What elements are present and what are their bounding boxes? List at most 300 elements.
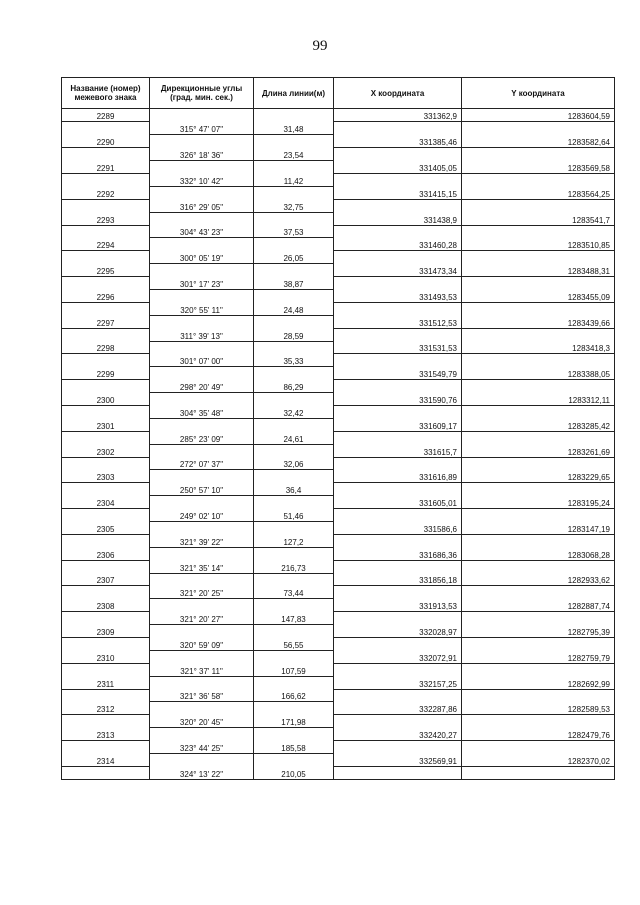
empty-name-cell bbox=[62, 405, 150, 418]
table-row bbox=[62, 586, 615, 599]
direction-angle-cell: 304° 35' 48" bbox=[150, 405, 254, 418]
y-coordinate-cell: 1283285,42 bbox=[462, 418, 615, 431]
empty-name-cell bbox=[62, 663, 150, 676]
point-name-cell: 2301 bbox=[62, 418, 150, 431]
empty-name-cell bbox=[62, 483, 150, 496]
direction-angle-cell: 272° 07' 37" bbox=[150, 457, 254, 470]
y-coordinate-cell: 1282479,76 bbox=[462, 728, 615, 741]
empty-angle-cell bbox=[150, 676, 254, 689]
y-coordinate-cell: 1283455,09 bbox=[462, 289, 615, 302]
empty-y-cell bbox=[462, 277, 615, 290]
empty-angle-cell bbox=[150, 212, 254, 225]
line-length-cell: 171,98 bbox=[254, 715, 334, 728]
header-direction-angle: Дирекционные углы (град. мин. сек.) bbox=[150, 78, 254, 109]
boundary-points-table bbox=[61, 77, 615, 780]
table-row bbox=[62, 405, 615, 418]
empty-angle-cell bbox=[150, 341, 254, 354]
empty-name-cell bbox=[62, 741, 150, 754]
table-row bbox=[62, 199, 615, 212]
empty-angle-cell bbox=[150, 573, 254, 586]
y-coordinate-cell: 1283312,11 bbox=[462, 393, 615, 406]
line-length-cell: 28,59 bbox=[254, 328, 334, 341]
y-coordinate-cell: 1282887,74 bbox=[462, 599, 615, 612]
direction-angle-cell: 323° 44' 25" bbox=[150, 741, 254, 754]
table-row bbox=[62, 122, 615, 135]
empty-length-cell bbox=[254, 212, 334, 225]
empty-name-cell bbox=[62, 457, 150, 470]
empty-length-cell bbox=[254, 109, 334, 122]
empty-angle-cell bbox=[150, 264, 254, 277]
empty-name-cell bbox=[62, 715, 150, 728]
table-row bbox=[62, 328, 615, 341]
table-row bbox=[62, 264, 615, 277]
empty-name-cell bbox=[62, 534, 150, 547]
x-coordinate-cell: 332028,97 bbox=[334, 625, 462, 638]
table-row bbox=[62, 354, 615, 367]
x-coordinate-cell: 332420,27 bbox=[334, 728, 462, 741]
empty-name-cell bbox=[62, 302, 150, 315]
empty-length-cell bbox=[254, 418, 334, 431]
table-row bbox=[62, 702, 615, 715]
empty-length-cell bbox=[254, 650, 334, 663]
table-row bbox=[62, 173, 615, 186]
table-row bbox=[62, 650, 615, 663]
empty-y-cell bbox=[462, 689, 615, 702]
empty-x-cell bbox=[334, 173, 462, 186]
x-coordinate-cell: 331460,28 bbox=[334, 238, 462, 251]
point-name-cell: 2305 bbox=[62, 522, 150, 535]
header-point-name: Название (номер) межевого знака bbox=[62, 78, 150, 109]
empty-angle-cell bbox=[150, 754, 254, 767]
table-row bbox=[62, 393, 615, 406]
x-coordinate-cell: 331686,36 bbox=[334, 547, 462, 560]
point-name-cell: 2312 bbox=[62, 702, 150, 715]
empty-length-cell bbox=[254, 341, 334, 354]
point-name-cell: 2299 bbox=[62, 367, 150, 380]
table-row bbox=[62, 302, 615, 315]
y-coordinate-cell: 1283439,66 bbox=[462, 315, 615, 328]
empty-length-cell bbox=[254, 289, 334, 302]
empty-x-cell bbox=[334, 612, 462, 625]
y-coordinate-cell: 1283388,05 bbox=[462, 367, 615, 380]
table-row bbox=[62, 251, 615, 264]
empty-x-cell bbox=[334, 302, 462, 315]
line-length-cell: 51,46 bbox=[254, 509, 334, 522]
table-row bbox=[62, 380, 615, 393]
empty-y-cell bbox=[462, 199, 615, 212]
empty-angle-cell bbox=[150, 625, 254, 638]
empty-y-cell bbox=[462, 457, 615, 470]
empty-name-cell bbox=[62, 122, 150, 135]
table-row bbox=[62, 625, 615, 638]
direction-angle-cell: 316° 29' 05" bbox=[150, 199, 254, 212]
empty-name-cell bbox=[62, 380, 150, 393]
empty-length-cell bbox=[254, 547, 334, 560]
empty-length-cell bbox=[254, 315, 334, 328]
direction-angle-cell: 249° 02' 10" bbox=[150, 509, 254, 522]
empty-length-cell bbox=[254, 444, 334, 457]
empty-x-cell bbox=[334, 689, 462, 702]
empty-y-cell bbox=[462, 638, 615, 651]
empty-y-cell bbox=[462, 405, 615, 418]
empty-length-cell bbox=[254, 186, 334, 199]
direction-angle-cell: 320° 59' 09" bbox=[150, 638, 254, 651]
x-coordinate-cell: 331549,79 bbox=[334, 367, 462, 380]
empty-y-cell bbox=[462, 715, 615, 728]
empty-y-cell bbox=[462, 534, 615, 547]
direction-angle-cell: 298° 20' 49" bbox=[150, 380, 254, 393]
empty-angle-cell bbox=[150, 444, 254, 457]
line-length-cell: 24,48 bbox=[254, 302, 334, 315]
direction-angle-cell: 321° 35' 14" bbox=[150, 560, 254, 573]
x-coordinate-cell: 331615,7 bbox=[334, 444, 462, 457]
empty-name-cell bbox=[62, 509, 150, 522]
y-coordinate-cell: 1283147,19 bbox=[462, 522, 615, 535]
empty-x-cell bbox=[334, 483, 462, 496]
y-coordinate-cell: 1283068,28 bbox=[462, 547, 615, 560]
table-row bbox=[62, 161, 615, 174]
table-row bbox=[62, 522, 615, 535]
point-name-cell: 2300 bbox=[62, 393, 150, 406]
empty-y-cell bbox=[462, 122, 615, 135]
y-coordinate-cell: 1283582,64 bbox=[462, 135, 615, 148]
y-coordinate-cell: 1283418,3 bbox=[462, 341, 615, 354]
table-row bbox=[62, 741, 615, 754]
table-row bbox=[62, 315, 615, 328]
table-row bbox=[62, 663, 615, 676]
x-coordinate-cell: 331493,53 bbox=[334, 289, 462, 302]
line-length-cell: 166,62 bbox=[254, 689, 334, 702]
empty-x-cell bbox=[334, 431, 462, 444]
table-row bbox=[62, 509, 615, 522]
x-coordinate-cell: 331609,17 bbox=[334, 418, 462, 431]
table-row bbox=[62, 109, 615, 122]
line-length-cell: 56,55 bbox=[254, 638, 334, 651]
empty-x-cell bbox=[334, 560, 462, 573]
x-coordinate-cell: 332287,86 bbox=[334, 702, 462, 715]
empty-x-cell bbox=[334, 638, 462, 651]
empty-name-cell bbox=[62, 354, 150, 367]
line-length-cell: 35,33 bbox=[254, 354, 334, 367]
empty-angle-cell bbox=[150, 367, 254, 380]
y-coordinate-cell: 1282370,02 bbox=[462, 754, 615, 767]
point-name-cell: 2293 bbox=[62, 212, 150, 225]
direction-angle-cell: 321° 37' 11" bbox=[150, 663, 254, 676]
y-coordinate-cell: 1283261,69 bbox=[462, 444, 615, 457]
empty-angle-cell bbox=[150, 496, 254, 509]
empty-length-cell bbox=[254, 625, 334, 638]
x-coordinate-cell: 331913,53 bbox=[334, 599, 462, 612]
line-length-cell: 210,05 bbox=[254, 766, 334, 779]
table-row bbox=[62, 238, 615, 251]
empty-length-cell bbox=[254, 367, 334, 380]
point-name-cell: 2314 bbox=[62, 754, 150, 767]
y-coordinate-cell: 1283569,58 bbox=[462, 161, 615, 174]
direction-angle-cell: 311° 39' 13" bbox=[150, 328, 254, 341]
table-row bbox=[62, 431, 615, 444]
direction-angle-cell: 300° 05' 19" bbox=[150, 251, 254, 264]
y-coordinate-cell: 1283541,7 bbox=[462, 212, 615, 225]
table-header-row bbox=[62, 78, 615, 109]
table-row bbox=[62, 612, 615, 625]
empty-x-cell bbox=[334, 766, 462, 779]
empty-length-cell bbox=[254, 393, 334, 406]
empty-angle-cell bbox=[150, 289, 254, 302]
table-row bbox=[62, 135, 615, 148]
table-row bbox=[62, 534, 615, 547]
y-coordinate-cell: 1283229,65 bbox=[462, 470, 615, 483]
table-row bbox=[62, 186, 615, 199]
point-name-cell: 2290 bbox=[62, 135, 150, 148]
empty-y-cell bbox=[462, 431, 615, 444]
empty-y-cell bbox=[462, 483, 615, 496]
empty-y-cell bbox=[462, 173, 615, 186]
point-name-cell: 2291 bbox=[62, 161, 150, 174]
line-length-cell: 38,87 bbox=[254, 277, 334, 290]
empty-name-cell bbox=[62, 689, 150, 702]
header-x-coordinate: X координата bbox=[334, 78, 462, 109]
line-length-cell: 73,44 bbox=[254, 586, 334, 599]
empty-angle-cell bbox=[150, 135, 254, 148]
line-length-cell: 107,59 bbox=[254, 663, 334, 676]
line-length-cell: 216,73 bbox=[254, 560, 334, 573]
empty-angle-cell bbox=[150, 599, 254, 612]
empty-length-cell bbox=[254, 702, 334, 715]
direction-angle-cell: 304° 43' 23" bbox=[150, 225, 254, 238]
empty-y-cell bbox=[462, 302, 615, 315]
table-row bbox=[62, 225, 615, 238]
empty-y-cell bbox=[462, 766, 615, 779]
table-row bbox=[62, 418, 615, 431]
y-coordinate-cell: 1282759,79 bbox=[462, 650, 615, 663]
empty-name-cell bbox=[62, 251, 150, 264]
direction-angle-cell: 285° 23' 09" bbox=[150, 431, 254, 444]
line-length-cell: 36,4 bbox=[254, 483, 334, 496]
empty-y-cell bbox=[462, 251, 615, 264]
empty-name-cell bbox=[62, 173, 150, 186]
y-coordinate-cell: 1283488,31 bbox=[462, 264, 615, 277]
point-name-cell: 2296 bbox=[62, 289, 150, 302]
empty-length-cell bbox=[254, 496, 334, 509]
line-length-cell: 185,58 bbox=[254, 741, 334, 754]
direction-angle-cell: 321° 20' 27" bbox=[150, 612, 254, 625]
empty-y-cell bbox=[462, 328, 615, 341]
y-coordinate-cell: 1283195,24 bbox=[462, 496, 615, 509]
empty-x-cell bbox=[334, 586, 462, 599]
empty-name-cell bbox=[62, 612, 150, 625]
table-row bbox=[62, 638, 615, 651]
empty-name-cell bbox=[62, 638, 150, 651]
point-name-cell: 2308 bbox=[62, 599, 150, 612]
empty-angle-cell bbox=[150, 547, 254, 560]
empty-name-cell bbox=[62, 560, 150, 573]
empty-x-cell bbox=[334, 328, 462, 341]
y-coordinate-cell: 1282795,39 bbox=[462, 625, 615, 638]
y-coordinate-cell: 1282692,99 bbox=[462, 676, 615, 689]
empty-length-cell bbox=[254, 264, 334, 277]
point-name-cell: 2303 bbox=[62, 470, 150, 483]
point-name-cell: 2307 bbox=[62, 573, 150, 586]
empty-angle-cell bbox=[150, 650, 254, 663]
point-name-cell: 2292 bbox=[62, 186, 150, 199]
empty-x-cell bbox=[334, 251, 462, 264]
y-coordinate-cell: 1283510,85 bbox=[462, 238, 615, 251]
table-row bbox=[62, 341, 615, 354]
empty-angle-cell bbox=[150, 418, 254, 431]
empty-x-cell bbox=[334, 405, 462, 418]
line-length-cell: 24,61 bbox=[254, 431, 334, 444]
empty-name-cell bbox=[62, 148, 150, 161]
x-coordinate-cell: 331385,46 bbox=[334, 135, 462, 148]
table-row bbox=[62, 573, 615, 586]
table-row bbox=[62, 728, 615, 741]
line-length-cell: 26,05 bbox=[254, 251, 334, 264]
table-body bbox=[62, 109, 615, 780]
direction-angle-cell: 321° 20' 25" bbox=[150, 586, 254, 599]
empty-y-cell bbox=[462, 509, 615, 522]
empty-name-cell bbox=[62, 586, 150, 599]
direction-angle-cell: 321° 36' 58" bbox=[150, 689, 254, 702]
empty-x-cell bbox=[334, 509, 462, 522]
empty-length-cell bbox=[254, 522, 334, 535]
empty-x-cell bbox=[334, 354, 462, 367]
empty-y-cell bbox=[462, 560, 615, 573]
empty-x-cell bbox=[334, 663, 462, 676]
x-coordinate-cell: 332157,25 bbox=[334, 676, 462, 689]
point-name-cell: 2311 bbox=[62, 676, 150, 689]
empty-name-cell bbox=[62, 225, 150, 238]
empty-angle-cell bbox=[150, 522, 254, 535]
line-length-cell: 86,29 bbox=[254, 380, 334, 393]
table-row bbox=[62, 470, 615, 483]
x-coordinate-cell: 331405,05 bbox=[334, 161, 462, 174]
direction-angle-cell: 332° 10' 42" bbox=[150, 173, 254, 186]
empty-length-cell bbox=[254, 470, 334, 483]
x-coordinate-cell: 331438,9 bbox=[334, 212, 462, 225]
empty-x-cell bbox=[334, 148, 462, 161]
x-coordinate-cell: 332569,91 bbox=[334, 754, 462, 767]
empty-angle-cell bbox=[150, 186, 254, 199]
direction-angle-cell: 320° 20' 45" bbox=[150, 715, 254, 728]
y-coordinate-cell: 1283564,25 bbox=[462, 186, 615, 199]
table-row bbox=[62, 547, 615, 560]
empty-name-cell bbox=[62, 199, 150, 212]
point-name-cell: 2310 bbox=[62, 650, 150, 663]
point-name-cell: 2306 bbox=[62, 547, 150, 560]
table-row bbox=[62, 148, 615, 161]
direction-angle-cell: 326° 18' 36" bbox=[150, 148, 254, 161]
line-length-cell: 32,06 bbox=[254, 457, 334, 470]
empty-y-cell bbox=[462, 225, 615, 238]
empty-x-cell bbox=[334, 741, 462, 754]
header-line-length: Длина линии(м) bbox=[254, 78, 334, 109]
table-row bbox=[62, 715, 615, 728]
page-number: 99 bbox=[312, 38, 328, 54]
line-length-cell: 11,42 bbox=[254, 173, 334, 186]
empty-length-cell bbox=[254, 573, 334, 586]
x-coordinate-cell: 331473,34 bbox=[334, 264, 462, 277]
empty-name-cell bbox=[62, 328, 150, 341]
direction-angle-cell: 315° 47' 07" bbox=[150, 122, 254, 135]
y-coordinate-cell: 1282933,62 bbox=[462, 573, 615, 586]
empty-y-cell bbox=[462, 354, 615, 367]
empty-length-cell bbox=[254, 676, 334, 689]
direction-angle-cell: 324° 13' 22" bbox=[150, 766, 254, 779]
empty-length-cell bbox=[254, 135, 334, 148]
line-length-cell: 32,42 bbox=[254, 405, 334, 418]
empty-length-cell bbox=[254, 728, 334, 741]
empty-length-cell bbox=[254, 161, 334, 174]
empty-x-cell bbox=[334, 122, 462, 135]
point-name-cell: 2309 bbox=[62, 625, 150, 638]
y-coordinate-cell: 1282589,53 bbox=[462, 702, 615, 715]
table-row bbox=[62, 599, 615, 612]
x-coordinate-cell: 331605,01 bbox=[334, 496, 462, 509]
line-length-cell: 37,53 bbox=[254, 225, 334, 238]
x-coordinate-cell: 331856,18 bbox=[334, 573, 462, 586]
empty-y-cell bbox=[462, 741, 615, 754]
empty-length-cell bbox=[254, 238, 334, 251]
point-name-cell: 2304 bbox=[62, 496, 150, 509]
x-coordinate-cell: 332072,91 bbox=[334, 650, 462, 663]
table-row bbox=[62, 444, 615, 457]
direction-angle-cell: 320° 55' 11" bbox=[150, 302, 254, 315]
line-length-cell: 23,54 bbox=[254, 148, 334, 161]
point-name-cell: 2294 bbox=[62, 238, 150, 251]
empty-x-cell bbox=[334, 277, 462, 290]
empty-y-cell bbox=[462, 612, 615, 625]
table-row bbox=[62, 560, 615, 573]
x-coordinate-cell: 331415,15 bbox=[334, 186, 462, 199]
empty-y-cell bbox=[462, 148, 615, 161]
empty-y-cell bbox=[462, 663, 615, 676]
empty-x-cell bbox=[334, 715, 462, 728]
table-row bbox=[62, 689, 615, 702]
point-name-cell: 2302 bbox=[62, 444, 150, 457]
point-name-cell: 2313 bbox=[62, 728, 150, 741]
line-length-cell: 127,2 bbox=[254, 534, 334, 547]
empty-angle-cell bbox=[150, 161, 254, 174]
empty-x-cell bbox=[334, 199, 462, 212]
table-row bbox=[62, 289, 615, 302]
table-row bbox=[62, 754, 615, 767]
line-length-cell: 32,75 bbox=[254, 199, 334, 212]
x-coordinate-cell: 331590,76 bbox=[334, 393, 462, 406]
table-row bbox=[62, 212, 615, 225]
point-name-cell: 2295 bbox=[62, 264, 150, 277]
empty-angle-cell bbox=[150, 238, 254, 251]
direction-angle-cell: 250° 57' 10" bbox=[150, 483, 254, 496]
empty-angle-cell bbox=[150, 315, 254, 328]
table-row bbox=[62, 367, 615, 380]
empty-y-cell bbox=[462, 586, 615, 599]
empty-length-cell bbox=[254, 599, 334, 612]
table-row bbox=[62, 277, 615, 290]
empty-angle-cell bbox=[150, 470, 254, 483]
table-row bbox=[62, 766, 615, 779]
empty-name-cell bbox=[62, 277, 150, 290]
table-row bbox=[62, 457, 615, 470]
empty-name-cell bbox=[62, 431, 150, 444]
point-name-cell: 2298 bbox=[62, 341, 150, 354]
empty-angle-cell bbox=[150, 702, 254, 715]
empty-x-cell bbox=[334, 380, 462, 393]
empty-angle-cell bbox=[150, 109, 254, 122]
table-row bbox=[62, 496, 615, 509]
point-name-cell: 2289 bbox=[62, 109, 150, 122]
direction-angle-cell: 301° 07' 00" bbox=[150, 354, 254, 367]
empty-y-cell bbox=[462, 380, 615, 393]
